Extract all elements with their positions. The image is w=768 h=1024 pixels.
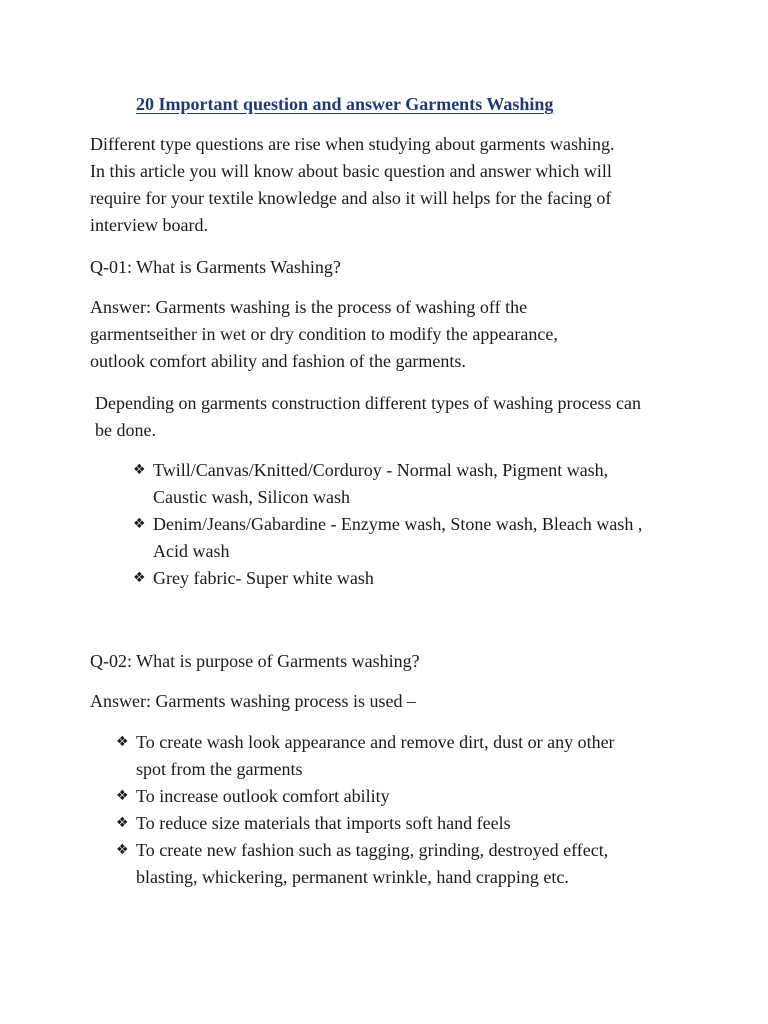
question-01: Q-01: What is Garments Washing? — [90, 257, 341, 277]
list-item-text: blasting, whickering, permanent wrinkle, hand crapping etc. — [136, 867, 569, 887]
list-item-text: To create wash look appearance and remove dirt, dust or any other — [136, 732, 615, 752]
intro-paragraph — [90, 131, 615, 239]
list-item-text: spot from the garments — [136, 759, 303, 779]
list-item-text: Acid wash — [153, 541, 230, 561]
list-item — [116, 810, 615, 837]
intro-line: In this article you will know about basic question and answer which will — [90, 161, 612, 181]
list-item — [116, 729, 615, 783]
list-item — [116, 837, 615, 891]
list-item — [133, 565, 642, 592]
diamond-bullet-icon: ❖ — [116, 842, 129, 858]
question-02: Q-02: What is purpose of Garments washing? — [90, 651, 420, 671]
answer-01 — [90, 294, 558, 375]
depending-line: Depending on garments construction different types of washing process can — [95, 393, 642, 413]
list-item-text: Caustic wash, Silicon wash — [153, 487, 350, 507]
list-item-text: To increase outlook comfort ability — [136, 786, 390, 806]
list-item-text: Twill/Canvas/Knitted/Corduroy - Normal wash, Pigment wash, — [153, 460, 609, 480]
intro-line: Different type questions are rise when studying about garments washing. — [90, 134, 615, 154]
diamond-bullet-icon: ❖ — [116, 815, 129, 831]
list-item-text: Grey fabric- Super white wash — [153, 568, 374, 588]
list-item — [133, 511, 642, 565]
list-item-text: Denim/Jeans/Gabardine - Enzyme wash, Stone wash, Bleach wash , — [153, 514, 643, 534]
diamond-bullet-icon: ❖ — [116, 788, 129, 804]
answer-line: Answer: Garments washing is the process of washing off the — [90, 297, 528, 317]
page-title: 20 Important question and answer Garments Washing — [136, 94, 554, 114]
list-item-text: To create new fashion such as tagging, grinding, destroyed effect, — [136, 840, 609, 860]
diamond-bullet-icon: ❖ — [133, 570, 146, 586]
washing-purpose-list — [116, 729, 615, 891]
depending-paragraph — [95, 390, 641, 444]
list-item-text: To reduce size materials that imports soft hand feels — [136, 813, 511, 833]
depending-line: be done. — [95, 420, 156, 440]
intro-line: interview board. — [90, 215, 208, 235]
answer-line: outlook comfort ability and fashion of the garments. — [90, 351, 466, 371]
diamond-bullet-icon: ❖ — [133, 516, 146, 532]
list-item — [133, 457, 642, 511]
diamond-bullet-icon: ❖ — [133, 462, 146, 478]
intro-line: require for your textile knowledge and also it will helps for the facing of — [90, 188, 612, 208]
answer-line: garmentseither in wet or dry condition to modify the appearance, — [90, 324, 558, 344]
answer-02: Answer: Garments washing process is used – — [90, 691, 416, 711]
diamond-bullet-icon: ❖ — [116, 734, 129, 750]
washing-types-list — [133, 457, 642, 592]
list-item — [116, 783, 615, 810]
